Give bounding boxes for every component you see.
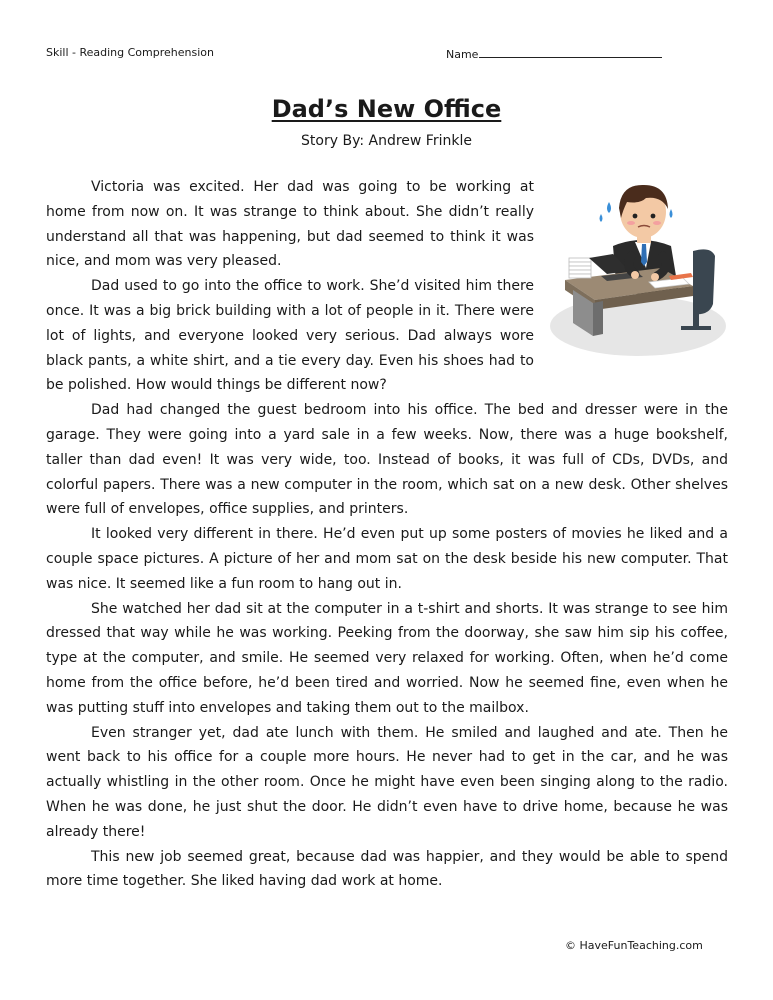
story-paragraph: This new job seemed great, because dad was happier, and they would be able to spend more time together. She liked having dad work at home. xyxy=(46,848,728,890)
name-label: Name xyxy=(446,48,479,61)
story-paragraph: Dad used to go into the office to work. She’d visited him there once. It was a big brick building with a lot of people in it. There were lot of lights, and everyone looked very serious. Dad always wore black pants, a white shirt, and a tie every day. Even his shoes had to be polished. How would things be different now? xyxy=(46,278,534,394)
story-byline: Story By: Andrew Frinkle xyxy=(301,133,472,149)
story-paragraph: It looked very different in there. He’d even put up some posters of movies he liked and a couple space pictures. A picture of her and mom sat on the desk beside his new computer. That was nice. It seemed like a fun room to hang out in. xyxy=(46,526,728,592)
story-title: Dad’s New Office xyxy=(271,95,502,123)
copyright-notice: © HaveFunTeaching.com xyxy=(565,939,703,952)
story-paragraph: Dad had changed the guest bedroom into his office. The bed and dresser were in the garage. They were going into a yard sale in a few weeks. Now, there was a huge bookshelf, taller than dad even! It was very wide, too. Instead of books, it was full of CDs, DVDs, and colorful papers. There was a new computer in the room, which sat on a new desk. Other shelves were full of envelopes, office supplies, and printers. xyxy=(46,402,728,518)
story-paragraph: Even stranger yet, dad ate lunch with them. He smiled and laughed and ate. Then he went back to his office for a couple more hours. He never had to get in the car, and he was actually whistling in the other room. Once he might have even been singing along to the radio. When he was done, he just shut the door. He didn’t even have to drive home, because he was already there! xyxy=(46,724,728,840)
story-text xyxy=(46,175,728,894)
story-paragraph: She watched her dad sit at the computer in a t-shirt and shorts. It was strange to see him dressed that way while he was working. Peeking from the doorway, she saw him sip his coffee, type at the computer, and smile. He seemed very relaxed for working. Often, when he’d come home from the office before, he’d been tired and worried. Now he seemed fine, even when he was putting stuff into envelopes and taking them out to the mailbox. xyxy=(46,600,728,716)
skill-label: Skill - Reading Comprehension xyxy=(46,46,214,59)
story-paragraph: Victoria was excited. Her dad was going to be working at home from now on. It was strange to think about. She didn’t really understand all that was happening, but dad seemed to think it was nice, and mom was very pleased. xyxy=(46,179,534,270)
name-blank-line xyxy=(479,46,662,58)
name-field xyxy=(446,46,662,61)
